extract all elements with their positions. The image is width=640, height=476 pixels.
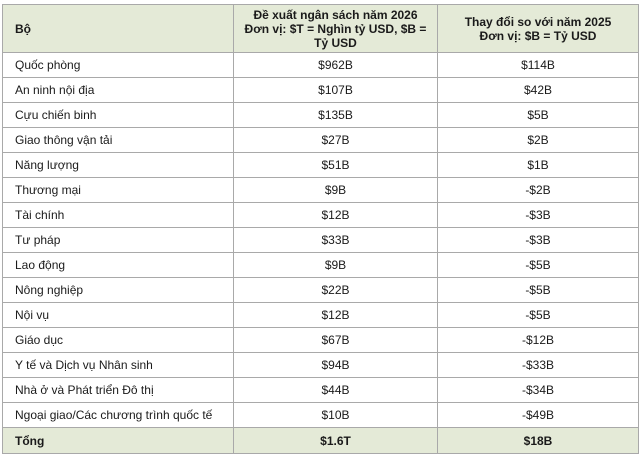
column-header-change-unit: Đơn vị: $B = Tỷ USD	[479, 28, 597, 43]
cell-change: -$33B	[438, 353, 639, 378]
table-row	[3, 353, 639, 378]
cell-change: -$2B	[438, 178, 639, 203]
column-header-proposal-unit: Đơn vị: $T = Nghìn tỷ USD, $B = Tỷ USD	[244, 21, 427, 50]
cell-change: -$5B	[438, 278, 639, 303]
column-header-department: Bộ	[3, 5, 234, 53]
cell-department: Quốc phòng	[3, 53, 234, 78]
cell-proposal: $9B	[234, 253, 438, 278]
table-row	[3, 403, 639, 428]
cell-department: Tài chính	[3, 203, 234, 228]
cell-change: -$3B	[438, 203, 639, 228]
cell-department: Nhà ở và Phát triển Đô thị	[3, 378, 234, 403]
cell-proposal: $67B	[234, 328, 438, 353]
budget-table	[2, 4, 639, 454]
cell-department: Y tế và Dịch vụ Nhân sinh	[3, 353, 234, 378]
cell-department: Giáo dục	[3, 328, 234, 353]
cell-department: Thương mại	[3, 178, 234, 203]
cell-change: $42B	[438, 78, 639, 103]
table-row	[3, 78, 639, 103]
cell-proposal: $33B	[234, 228, 438, 253]
cell-proposal: $9B	[234, 178, 438, 203]
cell-change: -$5B	[438, 303, 639, 328]
cell-proposal: $51B	[234, 153, 438, 178]
table-row	[3, 253, 639, 278]
table-row	[3, 228, 639, 253]
table-row	[3, 278, 639, 303]
cell-proposal: $12B	[234, 303, 438, 328]
table-row	[3, 303, 639, 328]
cell-proposal: $44B	[234, 378, 438, 403]
cell-proposal: $107B	[234, 78, 438, 103]
cell-department: An ninh nội địa	[3, 78, 234, 103]
cell-change: $114B	[438, 53, 639, 78]
cell-proposal: $27B	[234, 128, 438, 153]
table-row	[3, 128, 639, 153]
column-header-proposal	[234, 5, 438, 53]
cell-department: Ngoại giao/Các chương trình quốc tế	[3, 403, 234, 428]
cell-department: Nội vụ	[3, 303, 234, 328]
cell-change: -$5B	[438, 253, 639, 278]
cell-proposal: $94B	[234, 353, 438, 378]
cell-department: Tư pháp	[3, 228, 234, 253]
column-header-change	[438, 5, 639, 53]
cell-change: -$3B	[438, 228, 639, 253]
cell-department: Năng lượng	[3, 153, 234, 178]
table-row	[3, 178, 639, 203]
table-row	[3, 103, 639, 128]
budget-table-container	[2, 4, 638, 464]
cell-change: -$34B	[438, 378, 639, 403]
total-proposal: $1.6T	[234, 428, 438, 454]
cell-change: $1B	[438, 153, 639, 178]
cell-proposal: $12B	[234, 203, 438, 228]
cell-change: $5B	[438, 103, 639, 128]
cell-proposal: $10B	[234, 403, 438, 428]
table-row	[3, 328, 639, 353]
cell-department: Lao động	[3, 253, 234, 278]
cell-change: $2B	[438, 128, 639, 153]
table-header-row	[3, 5, 639, 53]
cell-department: Cựu chiến binh	[3, 103, 234, 128]
cell-change: -$12B	[438, 328, 639, 353]
total-change: $18B	[438, 428, 639, 454]
column-header-proposal-title: Đề xuất ngân sách năm 2026	[253, 7, 418, 22]
column-header-change-title: Thay đổi so với năm 2025	[464, 14, 612, 29]
cell-department: Nông nghiệp	[3, 278, 234, 303]
cell-proposal: $22B	[234, 278, 438, 303]
cell-change: -$49B	[438, 403, 639, 428]
table-row	[3, 53, 639, 78]
cell-proposal: $135B	[234, 103, 438, 128]
cell-department: Giao thông vận tải	[3, 128, 234, 153]
total-row	[3, 428, 639, 454]
table-row	[3, 203, 639, 228]
table-row	[3, 153, 639, 178]
cell-proposal: $962B	[234, 53, 438, 78]
table-row	[3, 378, 639, 403]
total-label: Tổng	[3, 428, 234, 454]
